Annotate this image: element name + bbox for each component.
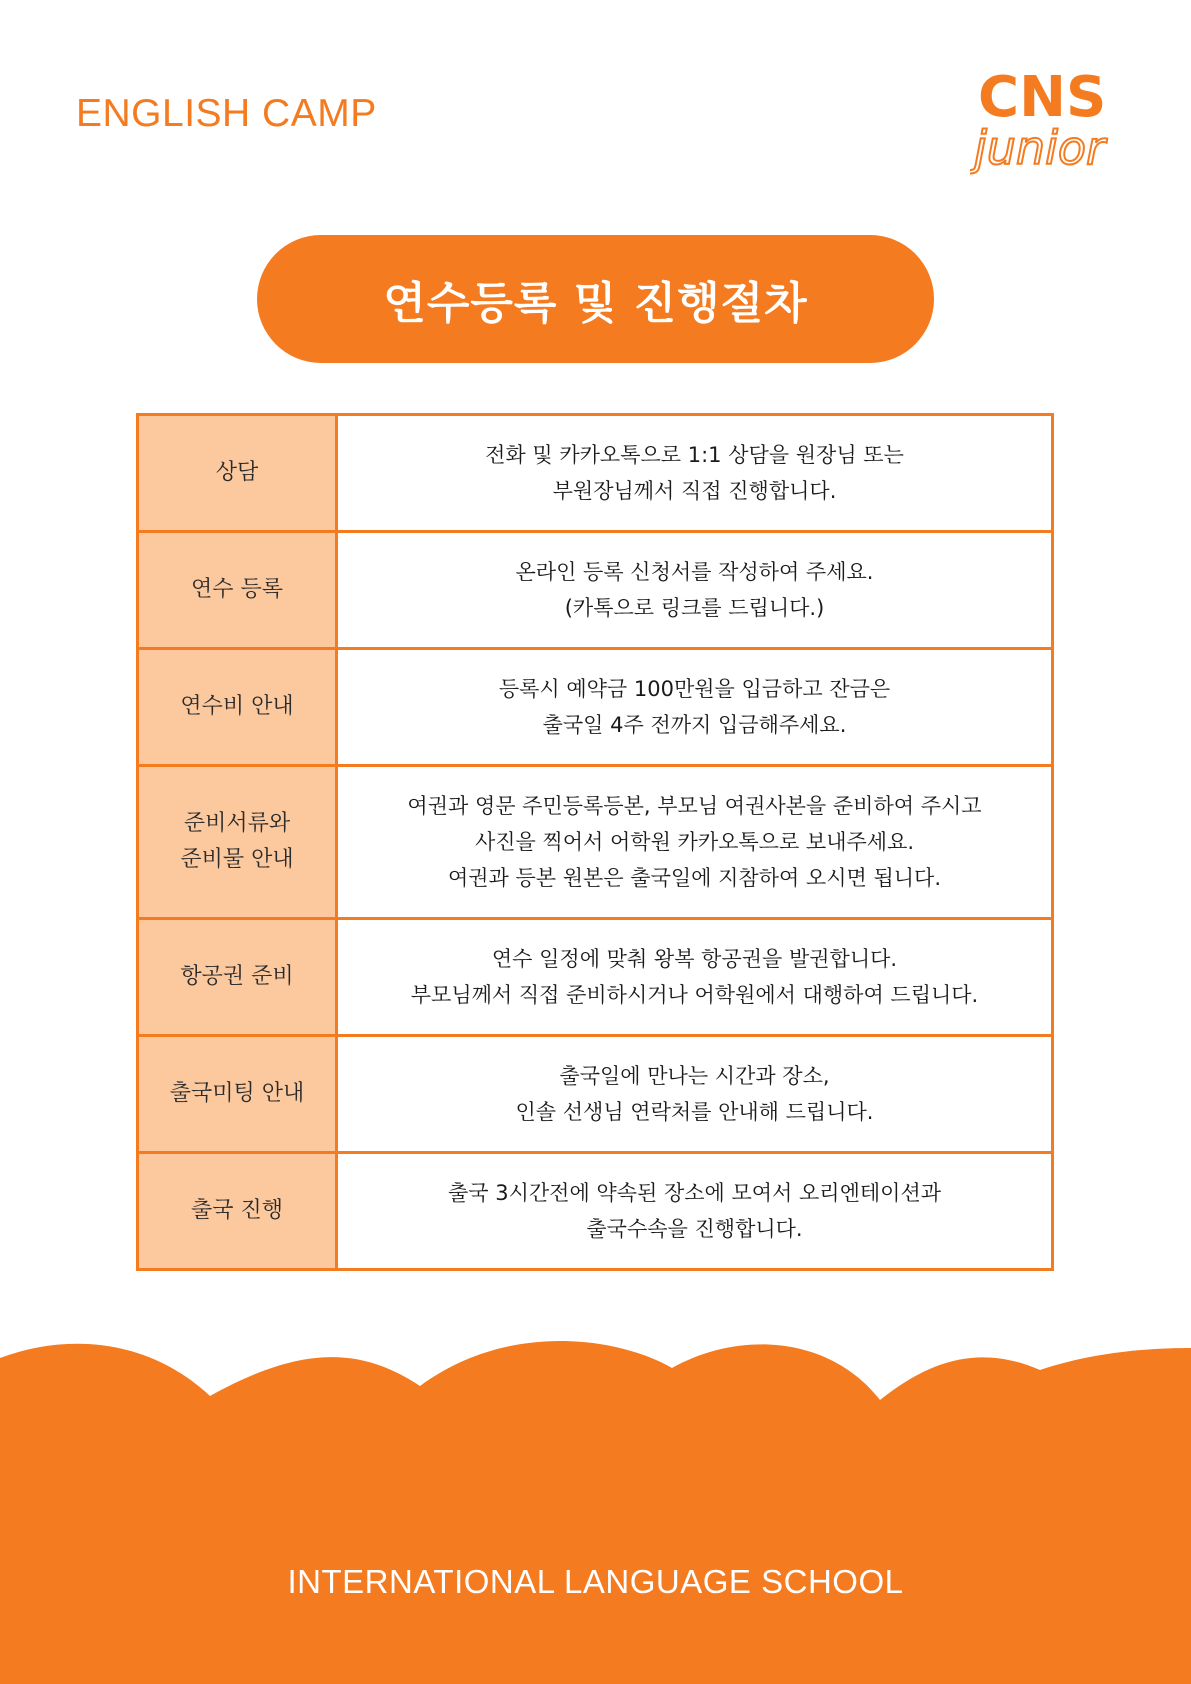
step-label-cell (138, 1153, 337, 1270)
step-description-line: 등록시 예약금 100만원을 입금하고 잔금은 (498, 677, 891, 701)
footer-wave (0, 1330, 1191, 1684)
step-description-cell (337, 415, 1053, 532)
table-row (138, 415, 1053, 532)
step-description-line: 부모님께서 직접 준비하시거나 어학원에서 대행하여 드립니다. (410, 983, 979, 1007)
step-description-line: 사진을 찍어서 어학원 카카오톡으로 보내주세요. (474, 830, 915, 854)
cns-junior-logo (970, 60, 1130, 178)
step-description-line: 출국일에 만나는 시간과 장소, (559, 1064, 830, 1088)
step-label: 준비서류와 (183, 811, 291, 836)
step-label-cell (138, 649, 337, 766)
step-label: 출국 진행 (190, 1198, 283, 1223)
step-label-cell (138, 766, 337, 919)
step-label-cell (138, 532, 337, 649)
step-label: 준비물 안내 (180, 847, 294, 872)
table-row (138, 766, 1053, 919)
table-row (138, 532, 1053, 649)
step-label-cell (138, 1036, 337, 1153)
step-description-line: 여권과 등본 원본은 출국일에 지참하여 오시면 됩니다. (447, 866, 942, 890)
step-description-line: (카톡으로 링크를 드립니다.) (564, 596, 825, 620)
logo-text-junior: junior (974, 121, 1105, 175)
step-description-line: 출국일 4주 전까지 입금해주세요. (542, 713, 847, 737)
table-row (138, 1036, 1053, 1153)
camp-label: ENGLISH CAMP (76, 92, 377, 135)
logo-text-cns: CNS (978, 65, 1107, 130)
step-description-line: 부원장님께서 직접 진행합니다. (552, 479, 837, 503)
step-label: 항공권 준비 (180, 964, 294, 989)
step-description-line: 인솔 선생님 연락처를 안내해 드립니다. (515, 1100, 874, 1124)
step-description-cell (337, 919, 1053, 1036)
step-description-line: 온라인 등록 신청서를 작성하여 주세요. (515, 560, 874, 584)
step-description-line: 여권과 영문 주민등록등본, 부모님 여권사본을 준비하여 주시고 (407, 794, 982, 818)
step-description-line: 전화 및 카카오톡으로 1:1 상담을 원장님 또는 (485, 443, 904, 467)
step-description-line: 출국수속을 진행합니다. (586, 1217, 803, 1241)
table-row (138, 1153, 1053, 1270)
step-label: 연수비 안내 (180, 694, 294, 719)
step-label: 연수 등록 (190, 577, 283, 602)
step-label: 출국미팅 안내 (169, 1081, 305, 1106)
table-row (138, 919, 1053, 1036)
title-banner (257, 235, 934, 363)
step-label-cell (138, 415, 337, 532)
step-description-line: 연수 일정에 맞춰 왕복 항공권을 발권합니다. (491, 947, 898, 971)
page-title: 연수등록 및 진행절차 (383, 278, 808, 329)
step-description-cell (337, 766, 1053, 919)
procedure-table (136, 413, 1054, 1271)
footer-school-name: INTERNATIONAL LANGUAGE SCHOOL (287, 1563, 904, 1600)
step-label-cell (138, 919, 337, 1036)
step-description-cell (337, 532, 1053, 649)
step-description-cell (337, 1153, 1053, 1270)
table-row (138, 649, 1053, 766)
step-label: 상담 (215, 460, 259, 485)
step-description-cell (337, 649, 1053, 766)
step-description-line: 출국 3시간전에 약속된 장소에 모여서 오리엔테이션과 (447, 1181, 942, 1205)
step-description-cell (337, 1036, 1053, 1153)
